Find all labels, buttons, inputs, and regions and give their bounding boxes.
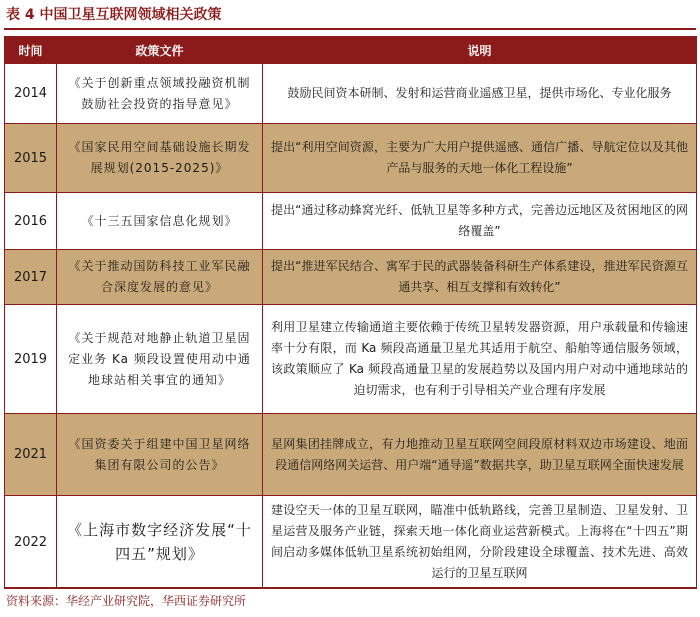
table-row	[5, 305, 697, 414]
title-rule	[4, 28, 696, 30]
row-doc: 《上海市数字经济发展“十四五”规划》	[57, 496, 263, 589]
table-row	[5, 414, 697, 496]
row-year: 2017	[5, 250, 57, 305]
table-row	[5, 193, 697, 250]
row-desc: 利用卫星建立传输通道主要依赖于传统卫星转发器资源，用户承载量和传输速率十分有限，而 Ka 频段高通量卫星尤其适用于航空、船舶等通信服务领域，该政策顺应了 Ka 频段高通量卫星的发展趋势以及国内用户对动中通地球站的迫切需求，也有利于引导相关产业合理有序发展	[263, 305, 697, 414]
row-doc: 《关于规范对地静止轨道卫星固定业务 Ka 频段设置使用动中通地球站相关事宜的通知》	[57, 305, 263, 414]
footer-rule	[4, 587, 696, 588]
row-year: 2014	[5, 64, 57, 124]
table-row	[5, 250, 697, 305]
row-year: 2015	[5, 124, 57, 193]
table-row	[5, 64, 697, 124]
table-title: 表 4 中国卫星互联网领域相关政策	[6, 7, 222, 23]
row-year: 2019	[5, 305, 57, 414]
row-year: 2022	[5, 496, 57, 589]
table-row	[5, 496, 697, 589]
header-doc: 政策文件	[57, 37, 263, 64]
row-desc: 星网集团挂牌成立，有力地推动卫星互联网空间段原材料双边市场建设、地面段通信网络网关运营、用户端“通导遥”数据共享，助卫星互联网全面快速发展	[263, 414, 697, 496]
row-desc: 提出“推进军民结合、寓军于民的武器装备科研生产体系建设，推进军民资源互通共享、相互支撑和有效转化”	[263, 250, 697, 305]
row-doc: 《国家民用空间基础设施长期发展规划(2015-2025)》	[57, 124, 263, 193]
source-note: 资料来源：华经产业研究院，华西证券研究所	[6, 594, 247, 608]
header-desc: 说明	[263, 37, 697, 64]
row-doc: 《国资委关于组建中国卫星网络集团有限公司的公告》	[57, 414, 263, 496]
row-doc: 《关于推动国防科技工业军民融合深度发展的意见》	[57, 250, 263, 305]
row-desc: 提出“通过移动蜂窝光纤、低轨卫星等多种方式，完善边远地区及贫困地区的网络覆盖”	[263, 193, 697, 250]
table-row	[5, 124, 697, 193]
header-year: 时间	[5, 37, 57, 64]
header-row	[5, 37, 697, 64]
row-year: 2016	[5, 193, 57, 250]
row-doc: 《关于创新重点领域投融资机制鼓励社会投资的指导意见》	[57, 64, 263, 124]
row-desc: 鼓励民间资本研制、发射和运营商业遥感卫星，提供市场化、专业化服务	[263, 64, 697, 124]
policy-table	[4, 36, 697, 589]
row-desc: 提出“利用空间资源，主要为广大用户提供遥感、通信广播、导航定位以及其他产品与服务的天地一体化工程设施”	[263, 124, 697, 193]
row-year: 2021	[5, 414, 57, 496]
row-desc: 建设空天一体的卫星互联网，瞄准中低轨路线，完善卫星制造、卫星发射、卫星运营及服务产业链，探索天地一体化商业运营新模式。上海将在“十四五”期间启动多媒体低轨卫星系统初始组网，分阶段建设全球覆盖、技术先进、高效运行的卫星互联网	[263, 496, 697, 589]
row-doc: 《十三五国家信息化规划》	[57, 193, 263, 250]
